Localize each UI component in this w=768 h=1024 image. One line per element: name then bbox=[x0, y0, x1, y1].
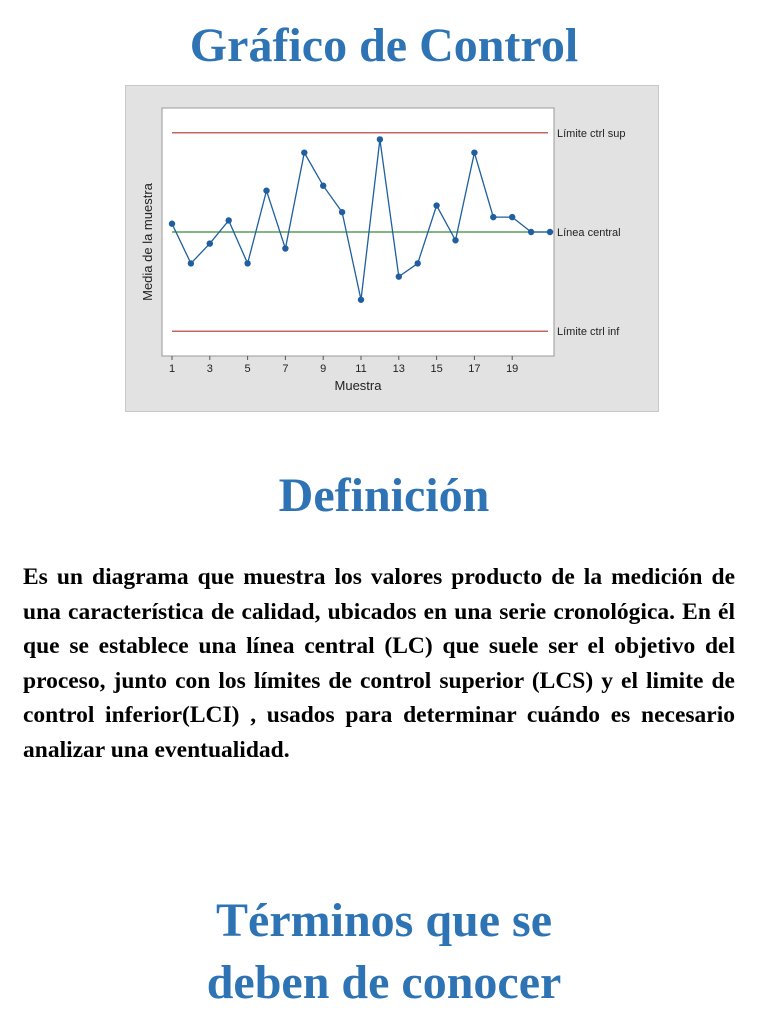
control-chart-svg bbox=[126, 86, 660, 413]
control-chart bbox=[125, 85, 659, 412]
data-point bbox=[433, 202, 439, 208]
data-point bbox=[301, 149, 307, 155]
data-point bbox=[452, 237, 458, 243]
data-point bbox=[490, 214, 496, 220]
data-point bbox=[244, 260, 250, 266]
terms-title-line-2: deben de conocer bbox=[206, 956, 562, 1009]
data-point bbox=[471, 149, 477, 155]
section-title-terminos bbox=[0, 890, 768, 1014]
data-point bbox=[169, 221, 175, 227]
x-axis-label: Muestra bbox=[334, 378, 382, 393]
x-tick-label: 19 bbox=[506, 363, 519, 375]
data-point bbox=[509, 214, 515, 220]
data-point bbox=[263, 187, 269, 193]
x-tick-label: 13 bbox=[392, 363, 405, 375]
data-point bbox=[339, 209, 345, 215]
x-tick-label: 7 bbox=[282, 363, 289, 375]
x-tick-label: 15 bbox=[430, 363, 443, 375]
data-point bbox=[282, 245, 288, 251]
data-point bbox=[226, 217, 232, 223]
x-tick-label: 17 bbox=[468, 363, 481, 375]
page-title: Gráfico de Control bbox=[189, 19, 579, 72]
terms-title-line-1: Términos que se bbox=[216, 894, 552, 947]
center-line-label: Línea central bbox=[557, 227, 621, 239]
y-axis-label: Media de la muestra bbox=[140, 183, 155, 301]
x-axis-ticks bbox=[169, 356, 518, 375]
x-tick-label: 11 bbox=[355, 363, 367, 375]
x-tick-label: 9 bbox=[320, 363, 327, 375]
section-title-definicion: Definición bbox=[278, 469, 490, 522]
data-point bbox=[207, 240, 213, 246]
lcl-label: Límite ctrl inf bbox=[557, 326, 620, 339]
ucl-label: Límite ctrl sup bbox=[557, 127, 626, 140]
data-point bbox=[358, 297, 364, 303]
data-point bbox=[377, 136, 383, 142]
x-tick-label: 3 bbox=[206, 363, 213, 375]
data-point bbox=[320, 183, 326, 189]
x-tick-label: 1 bbox=[168, 363, 176, 375]
data-point bbox=[547, 229, 553, 235]
data-point bbox=[396, 273, 402, 279]
definition-paragraph: Es un diagrama que muestra los valores producto de la medición de una característica de calidad, ubicados en una serie cronológica. En él que se establece una línea central (LC) que suele ser el objetivo del proceso, junto con los límites de control superior (LCS) y el limite de control inferior(LCI) , usados para determinar cuándo es necesario analizar una eventualidad. bbox=[23, 564, 735, 763]
data-point bbox=[415, 260, 421, 266]
data-point bbox=[528, 229, 534, 235]
data-point bbox=[188, 260, 194, 266]
x-tick-label: 5 bbox=[244, 363, 251, 375]
